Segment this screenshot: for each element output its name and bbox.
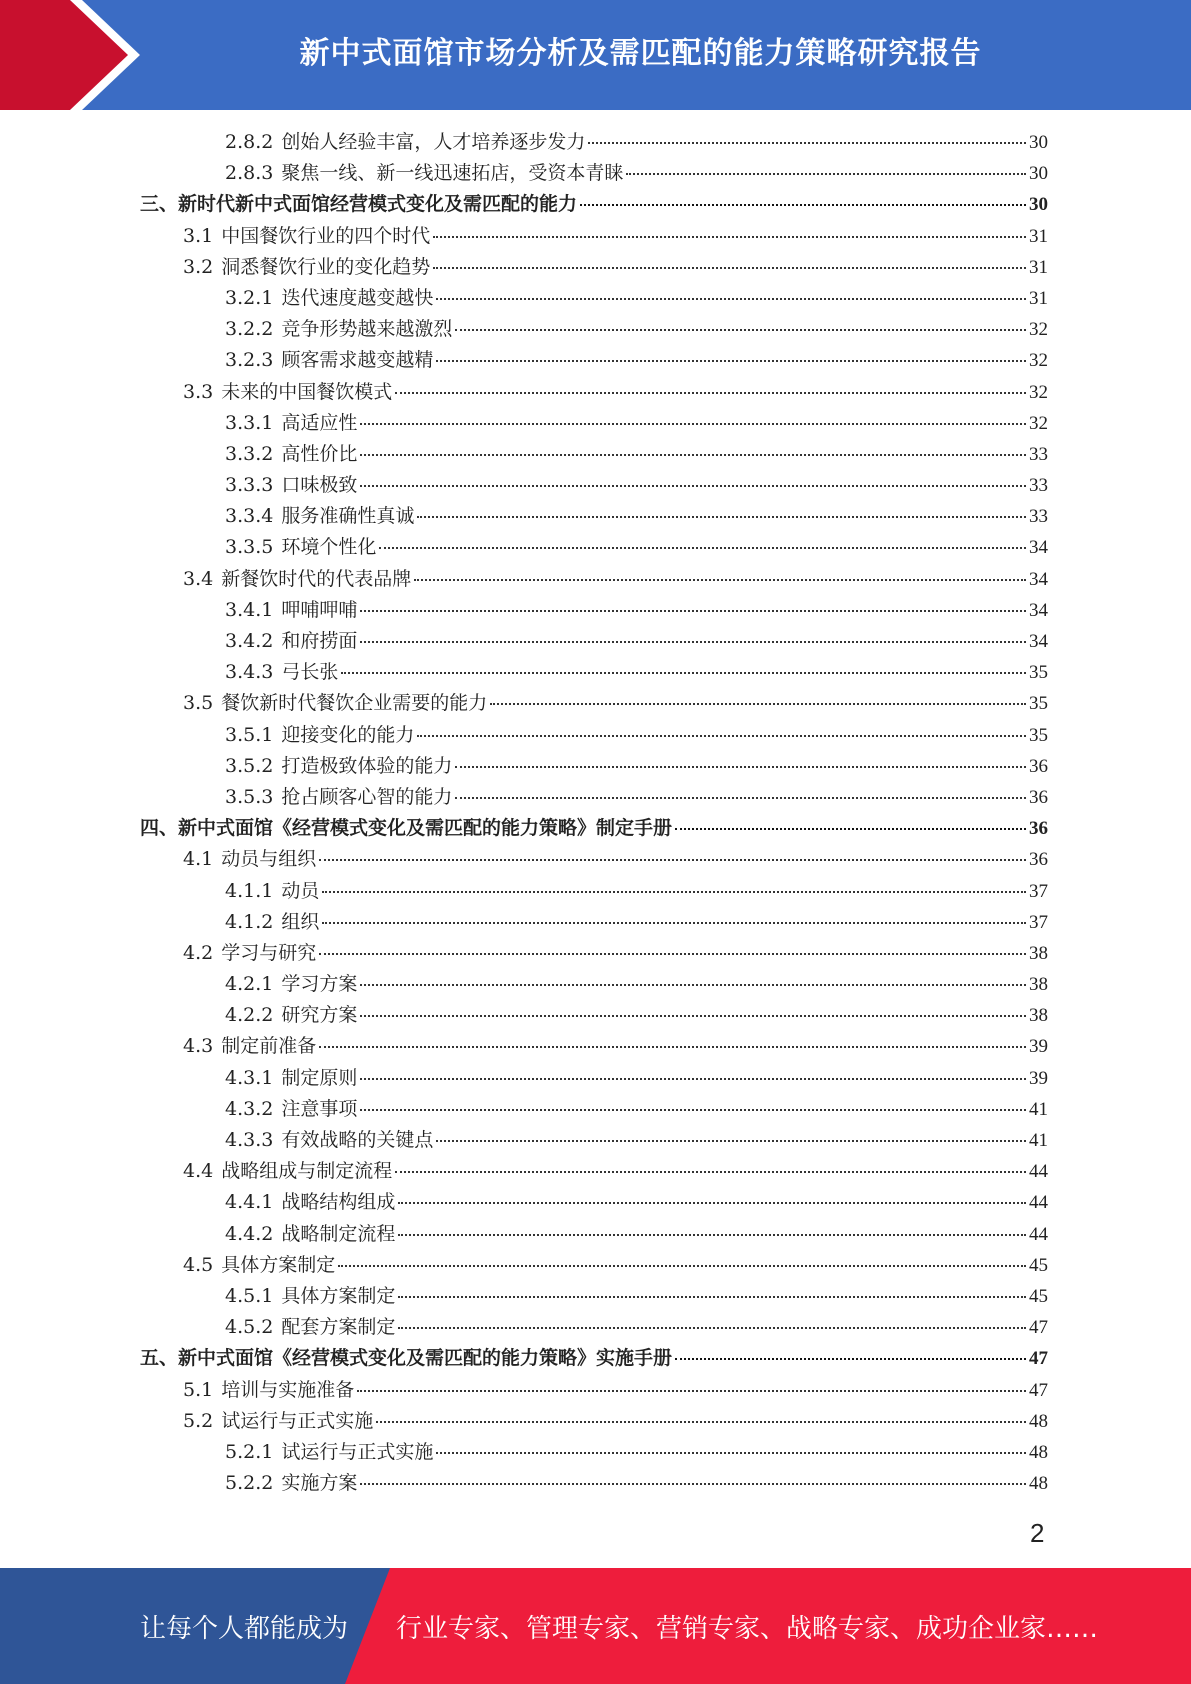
toc-dot-leader (322, 921, 1026, 924)
toc-entry-page: 34 (1029, 631, 1048, 652)
toc-entry[interactable] (140, 907, 1048, 938)
toc-dot-leader (588, 141, 1026, 144)
toc-entry-page: 34 (1029, 568, 1048, 590)
toc-entry-page: 32 (1029, 381, 1048, 403)
toc-entry-page: 32 (1029, 319, 1048, 341)
toc-dot-leader (360, 983, 1026, 986)
toc-entry-page: 36 (1029, 786, 1048, 808)
toc-entry-page: 45 (1029, 1285, 1048, 1307)
toc-entry[interactable] (140, 470, 1048, 501)
toc-entry[interactable] (140, 158, 1048, 189)
toc-dot-leader (341, 671, 1026, 674)
toc-entry-number: 4.3.2 (225, 1097, 274, 1120)
toc-entry[interactable] (140, 1000, 1048, 1031)
toc-entry-number: 4.1 (183, 848, 214, 871)
toc-entry[interactable] (140, 720, 1048, 751)
toc-entry-number: 4.4.2 (225, 1222, 274, 1245)
toc-dot-leader (376, 1420, 1026, 1423)
toc-entry-number: 5.2 (183, 1409, 214, 1432)
toc-entry[interactable] (140, 1031, 1048, 1062)
toc-entry-page: 36 (1029, 755, 1048, 777)
toc-entry-page: 39 (1029, 1067, 1048, 1089)
document-title: 新中式面馆市场分析及需匹配的能力策略研究报告 (299, 36, 982, 71)
toc-entry[interactable] (140, 1125, 1048, 1156)
toc-entry-page: 39 (1029, 1036, 1048, 1058)
toc-entry-title: 顾客需求越变越精 (281, 349, 434, 372)
toc-entry-title: 口味极致 (281, 474, 358, 497)
toc-entry-title: 环境个性化 (281, 536, 377, 559)
toc-entry-title: 具体方案制定 (281, 1284, 396, 1307)
toc-dot-leader (360, 484, 1026, 487)
toc-dot-leader (398, 1233, 1026, 1236)
table-of-contents (140, 127, 1048, 1499)
toc-entry-page: 44 (1029, 1223, 1048, 1245)
toc-entry-number: 4.2.1 (225, 973, 274, 996)
toc-entry-title: 餐饮新时代餐饮企业需要的能力 (221, 692, 488, 715)
toc-entry[interactable] (140, 532, 1048, 563)
toc-entry-page: 33 (1029, 506, 1048, 528)
toc-entry-title: 动员与组织 (221, 848, 317, 871)
toc-entry[interactable] (140, 1312, 1048, 1343)
toc-dot-leader (675, 1357, 1026, 1360)
toc-entry-title: 实施方案 (281, 1472, 358, 1495)
toc-entry[interactable] (140, 1343, 1048, 1374)
toc-entry-number: 3.2.1 (225, 286, 274, 309)
toc-entry-number: 3.3.5 (225, 536, 274, 559)
toc-entry-title: 聚焦一线、新一线迅速拓店，受资本青睐 (281, 162, 624, 185)
toc-entry-number: 3.4.3 (225, 661, 274, 684)
toc-entry-title: 抢占顾客心智的能力 (281, 785, 453, 808)
footer-slogan-left: 让每个人都能成为 (140, 1613, 349, 1644)
toc-entry[interactable] (140, 377, 1048, 408)
toc-entry-page: 36 (1029, 818, 1048, 840)
toc-entry[interactable] (140, 252, 1048, 283)
toc-entry-title: 制定前准备 (221, 1035, 317, 1058)
toc-entry-title: 迎接变化的能力 (281, 723, 415, 746)
toc-entry-number: 3.4.2 (225, 630, 274, 652)
toc-entry-title: 弓长张 (281, 661, 339, 684)
toc-entry-page: 31 (1029, 225, 1048, 247)
toc-dot-leader (360, 1014, 1026, 1017)
toc-entry-page: 38 (1029, 942, 1048, 964)
toc-entry[interactable] (140, 314, 1048, 345)
toc-entry-number: 3.3.4 (225, 505, 274, 528)
toc-entry-title: 试运行与正式实施 (221, 1409, 374, 1432)
toc-dot-leader (455, 765, 1026, 768)
toc-entry-title: 战略制定流程 (281, 1222, 396, 1245)
toc-entry-page: 30 (1029, 132, 1048, 153)
toc-entry-number: 3.4.1 (225, 598, 274, 621)
toc-entry-number: 4.5.1 (225, 1284, 274, 1307)
toc-entry-title: 组织 (281, 910, 320, 933)
toc-entry[interactable] (140, 657, 1048, 688)
toc-entry-title: 迭代速度越变越快 (281, 286, 434, 309)
toc-entry-number: 4.4 (183, 1160, 214, 1183)
toc-dot-leader (398, 1201, 1026, 1204)
toc-dot-leader (398, 1295, 1026, 1298)
toc-entry-title: 洞悉餐饮行业的变化趋势 (221, 255, 431, 278)
toc-dot-leader (360, 609, 1026, 612)
toc-entry-page: 41 (1029, 1098, 1048, 1120)
toc-entry[interactable] (140, 1219, 1048, 1250)
toc-dot-leader (319, 952, 1026, 955)
toc-entry[interactable] (140, 626, 1048, 657)
toc-entry[interactable] (140, 751, 1048, 782)
toc-entry-number: 4.3 (183, 1035, 214, 1058)
toc-entry[interactable] (140, 969, 1048, 1000)
toc-entry-page: 35 (1029, 662, 1048, 684)
toc-entry-page: 41 (1029, 1130, 1048, 1151)
toc-entry-title: 和府捞面 (281, 630, 358, 652)
toc-entry-title: 战略组成与制定流程 (221, 1160, 393, 1183)
toc-entry-number: 4.3.3 (225, 1129, 274, 1151)
toc-dot-leader (436, 1139, 1026, 1142)
toc-entry-number: 3.3 (183, 380, 214, 403)
toc-entry[interactable] (140, 1187, 1048, 1218)
toc-entry-number: 4.2 (183, 941, 214, 964)
toc-entry-number: 5.2.2 (225, 1472, 274, 1495)
toc-entry-number: 4.3.1 (225, 1066, 274, 1089)
toc-dot-leader (433, 266, 1026, 269)
toc-entry-page: 36 (1029, 849, 1048, 871)
toc-entry-title: 研究方案 (281, 1004, 358, 1027)
toc-entry-title: 高适应性 (281, 411, 358, 434)
toc-dot-leader (322, 890, 1026, 893)
toc-entry-page: 47 (1029, 1317, 1048, 1339)
toc-entry-page: 48 (1029, 1441, 1048, 1463)
page-number: 2 (1030, 1518, 1045, 1548)
toc-entry-page: 30 (1029, 163, 1048, 185)
toc-dot-leader (414, 578, 1026, 581)
toc-entry-title: 创始人经验丰富，人才培养逐步发力 (281, 131, 586, 153)
toc-entry-number: 3.3.1 (225, 411, 274, 434)
toc-entry-number: 3.2.3 (225, 349, 274, 372)
toc-entry-page: 38 (1029, 974, 1048, 996)
toc-entry-number: 3.2.2 (225, 318, 274, 341)
toc-dot-leader (398, 1326, 1026, 1329)
toc-entry[interactable] (140, 1156, 1048, 1187)
toc-entry-title: 新餐饮时代的代表品牌 (221, 567, 412, 590)
toc-entry[interactable] (140, 844, 1048, 875)
toc-dot-leader (319, 858, 1026, 861)
toc-entry-title: 未来的中国餐饮模式 (221, 380, 393, 403)
toc-dot-leader (433, 235, 1026, 238)
toc-dot-leader (395, 1170, 1026, 1173)
toc-entry-title: 试运行与正式实施 (281, 1440, 434, 1463)
toc-dot-leader (360, 422, 1026, 425)
toc-entry-title: 学习与研究 (221, 941, 317, 964)
toc-entry-number: 4.1.1 (225, 879, 274, 902)
toc-entry-number: 3.4 (183, 567, 214, 590)
toc-entry-title: 有效战略的关键点 (281, 1129, 434, 1151)
toc-entry-page: 37 (1029, 880, 1048, 902)
toc-dot-leader (675, 827, 1026, 830)
toc-entry-page: 30 (1029, 194, 1048, 216)
toc-entry[interactable] (140, 221, 1048, 252)
toc-entry[interactable] (140, 345, 1048, 376)
toc-entry-page: 47 (1029, 1379, 1048, 1401)
toc-entry[interactable] (140, 1375, 1048, 1406)
toc-entry-title: 制定原则 (281, 1066, 358, 1089)
toc-entry-page: 48 (1029, 1410, 1048, 1432)
toc-entry[interactable] (140, 938, 1048, 969)
toc-entry[interactable] (140, 564, 1048, 595)
toc-entry[interactable] (140, 189, 1048, 220)
toc-entry-number: 3.3.2 (225, 442, 274, 465)
toc-dot-leader (417, 734, 1026, 737)
toc-entry[interactable] (140, 1406, 1048, 1437)
toc-entry[interactable] (140, 127, 1048, 158)
toc-entry-page: 33 (1029, 443, 1048, 465)
toc-dot-leader (455, 796, 1026, 799)
toc-entry-title: 培训与实施准备 (221, 1378, 355, 1401)
toc-entry[interactable] (140, 283, 1048, 314)
toc-entry-number: 5.1 (183, 1378, 214, 1401)
toc-entry[interactable] (140, 439, 1048, 470)
toc-entry-number: 3.5 (183, 692, 214, 715)
toc-dot-leader (379, 546, 1026, 549)
toc-entry[interactable] (140, 876, 1048, 907)
toc-dot-leader (360, 1108, 1026, 1111)
toc-entry-number: 4.2.2 (225, 1004, 274, 1027)
toc-entry-title: 四、新中式面馆《经营模式变化及需匹配的能力策略》制定手册 (140, 817, 673, 840)
toc-entry[interactable] (140, 1063, 1048, 1094)
footer-slogan-right: 行业专家、管理专家、营销专家、战略专家、成功企业家…… (396, 1613, 1099, 1644)
toc-entry-number: 4.4.1 (225, 1191, 274, 1214)
toc-dot-leader (436, 1451, 1026, 1454)
toc-entry-title: 战略结构组成 (281, 1191, 396, 1214)
toc-entry-title: 打造极致体验的能力 (281, 754, 453, 777)
toc-entry-page: 44 (1029, 1161, 1048, 1183)
toc-entry-number: 4.5.2 (225, 1316, 274, 1339)
toc-entry-page: 38 (1029, 1005, 1048, 1027)
toc-dot-leader (436, 297, 1026, 300)
toc-dot-leader (580, 203, 1026, 206)
toc-entry[interactable] (140, 1094, 1048, 1125)
toc-entry-page: 32 (1029, 412, 1048, 434)
toc-entry-title: 呷哺呷哺 (281, 598, 358, 621)
toc-entry-title: 具体方案制定 (221, 1253, 336, 1276)
toc-dot-leader (436, 359, 1026, 362)
toc-dot-leader (455, 328, 1026, 331)
toc-entry-title: 注意事项 (281, 1097, 358, 1120)
toc-entry[interactable] (140, 688, 1048, 719)
toc-dot-leader (360, 1482, 1026, 1485)
toc-entry-number: 3.5.2 (225, 754, 274, 777)
toc-entry-page: 34 (1029, 599, 1048, 621)
toc-entry-page: 33 (1029, 475, 1048, 497)
toc-entry-page: 34 (1029, 537, 1048, 559)
header-chevron-icon (0, 0, 140, 110)
toc-entry[interactable] (140, 501, 1048, 532)
toc-entry-title: 中国餐饮行业的四个时代 (221, 224, 431, 247)
toc-entry-title: 五、新中式面馆《经营模式变化及需匹配的能力策略》实施手册 (140, 1347, 673, 1370)
toc-entry[interactable] (140, 1437, 1048, 1468)
toc-dot-leader (319, 1045, 1026, 1048)
toc-entry[interactable] (140, 782, 1048, 813)
toc-entry[interactable] (140, 1281, 1048, 1312)
toc-entry-number: 3.5.3 (225, 785, 274, 808)
toc-entry-number: 3.1 (183, 224, 214, 247)
toc-entry-number: 2.8.2 (225, 131, 274, 153)
toc-entry-page: 47 (1029, 1348, 1048, 1370)
page-header (0, 0, 1191, 110)
toc-entry-title: 三、新时代新中式面馆经营模式变化及需匹配的能力 (140, 193, 578, 216)
toc-entry-page: 31 (1029, 256, 1048, 278)
toc-entry-page: 35 (1029, 724, 1048, 746)
toc-entry-page: 32 (1029, 350, 1048, 372)
toc-entry-page: 37 (1029, 911, 1048, 933)
toc-entry-number: 2.8.3 (225, 162, 274, 185)
toc-dot-leader (490, 702, 1026, 705)
toc-entry[interactable] (140, 1468, 1048, 1499)
toc-entry-page: 35 (1029, 693, 1048, 715)
toc-entry-number: 5.2.1 (225, 1440, 274, 1463)
toc-entry[interactable] (140, 813, 1048, 844)
toc-dot-leader (360, 640, 1026, 643)
toc-dot-leader (360, 453, 1026, 456)
toc-entry-page: 44 (1029, 1192, 1048, 1214)
toc-entry-title: 动员 (281, 879, 320, 902)
toc-dot-leader (360, 1077, 1026, 1080)
toc-entry-page: 45 (1029, 1254, 1048, 1276)
page-footer (0, 1568, 1191, 1684)
toc-entry-number: 3.2 (183, 255, 214, 278)
toc-entry-title: 高性价比 (281, 442, 358, 465)
toc-entry-number: 4.5 (183, 1253, 214, 1276)
toc-entry-title: 配套方案制定 (281, 1316, 396, 1339)
toc-entry-page: 48 (1029, 1473, 1048, 1495)
toc-entry[interactable] (140, 595, 1048, 626)
toc-entry-title: 学习方案 (281, 973, 358, 996)
toc-entry-number: 3.3.3 (225, 474, 274, 497)
toc-entry[interactable] (140, 408, 1048, 439)
toc-dot-leader (357, 1389, 1026, 1392)
toc-entry[interactable] (140, 1250, 1048, 1281)
toc-entry-page: 31 (1029, 287, 1048, 309)
toc-dot-leader (338, 1264, 1026, 1267)
toc-entry-title: 服务准确性真诚 (281, 505, 415, 528)
toc-dot-leader (417, 515, 1026, 518)
toc-dot-leader (395, 391, 1026, 394)
toc-dot-leader (626, 172, 1026, 175)
toc-entry-title: 竞争形势越来越激烈 (281, 318, 453, 341)
toc-entry-number: 4.1.2 (225, 910, 274, 933)
toc-entry-number: 3.5.1 (225, 723, 274, 746)
